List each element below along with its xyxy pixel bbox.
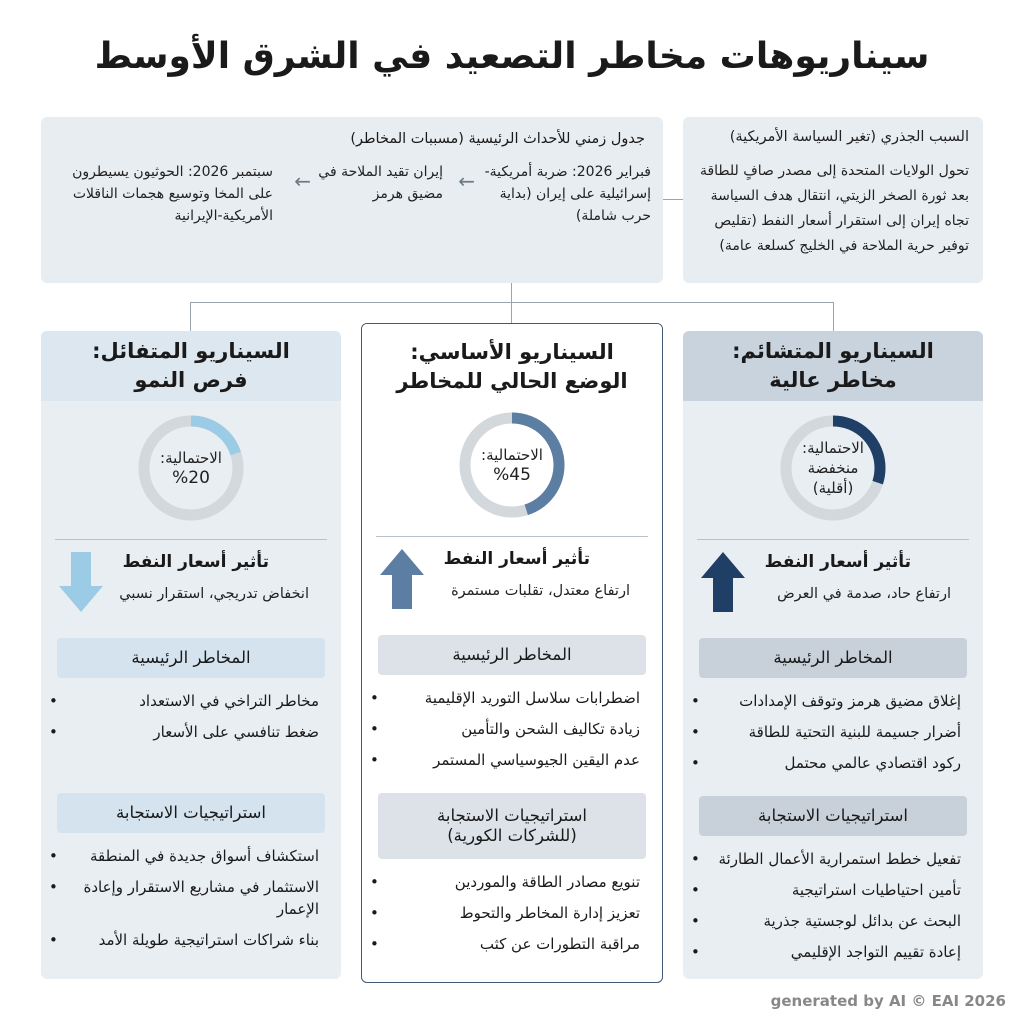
connector-line <box>833 302 834 331</box>
bullet-icon: • <box>691 723 700 741</box>
root-cause-panel <box>683 117 983 283</box>
list-item: اضطرابات سلاسل التوريد الإقليمية • <box>370 689 640 707</box>
bullet-icon: • <box>691 881 700 899</box>
probability-caption: الاحتمالية: <box>481 446 543 464</box>
root-cause-heading: السبب الجذري (تغير السياسة الأمريكية) <box>729 129 969 145</box>
probability-caption: الاحتمالية: <box>802 439 864 457</box>
connector-line <box>190 302 834 303</box>
scenario-title-line1: السيناريو الأساسي: <box>410 340 614 364</box>
oil-impact-text: انخفاض تدريجي، استقرار نسبي <box>119 586 309 602</box>
scenario-title-line2: الوضع الحالي للمخاطر <box>396 369 628 393</box>
list-item: إغلاق مضيق هرمز وتوقف الإمدادات • <box>691 692 961 710</box>
strategies-list <box>693 848 961 963</box>
connector-line <box>511 302 512 323</box>
strategies-heading-line1: استراتيجيات الاستجابة <box>437 806 587 825</box>
timeline-event-2: إيران تقيد الملاحة في مضيق هرمز <box>318 164 443 202</box>
list-item: مراقبة التطورات عن كثب • <box>370 935 640 953</box>
oil-impact-title: تأثير أسعار النفط <box>443 549 590 569</box>
list-item: البحث عن بدائل لوجستية جذرية • <box>691 912 961 930</box>
scenario-title-line1: السيناريو المتشائم: <box>732 339 934 363</box>
risks-list <box>693 690 961 774</box>
list-item: استكشاف أسواق جديدة في المنطقة • <box>49 847 319 865</box>
scenario-card-base <box>361 323 663 983</box>
bullet-icon: • <box>370 873 379 891</box>
probability-label <box>136 413 246 523</box>
strategies-list <box>372 871 640 955</box>
risks-heading: المخاطر الرئيسية <box>699 638 967 678</box>
risks-list <box>372 687 640 771</box>
probability-label <box>778 413 888 523</box>
bullet-icon: • <box>49 692 58 710</box>
list-item: بناء شراكات استراتيجية طويلة الأمد • <box>49 931 319 949</box>
watermark: generated by AI © EAI 2026 <box>770 992 1006 1010</box>
risks-heading: المخاطر الرئيسية <box>378 635 646 675</box>
page-title: سيناريوهات مخاطر التصعيد في الشرق الأوسط <box>94 36 930 77</box>
bullet-icon: • <box>691 692 700 710</box>
oil-impact-title: تأثير أسعار النفط <box>122 552 269 572</box>
probability-value: %20 <box>172 468 210 488</box>
bullet-icon: • <box>49 931 58 949</box>
strategies-heading: استراتيجيات الاستجابة <box>699 796 967 836</box>
bullet-icon: • <box>370 720 379 738</box>
scenario-title <box>683 331 983 401</box>
bullet-icon: • <box>691 943 700 961</box>
root-cause-body: تحول الولايات المتحدة إلى مصدر صافٍ للطاقة بعد ثورة الصخر الزيتي، انتقال هدف السياسة تجاه إيران إلى استقرار أسعار النفط (تقليص توفير حرية الملاحة في الخليج كسلعة عامة) <box>699 163 969 254</box>
list-item: عدم اليقين الجيوسياسي المستمر • <box>370 751 640 769</box>
bullet-icon: • <box>370 904 379 922</box>
bullet-icon: • <box>49 723 58 741</box>
list-item: تنويع مصادر الطاقة والموردين • <box>370 873 640 891</box>
oil-impact-text: ارتفاع معتدل، تقلبات مستمرة <box>451 583 630 599</box>
bullet-icon: • <box>691 850 700 868</box>
probability-value: %45 <box>493 465 531 485</box>
strategies-heading-line2: (للشركات الكورية) <box>447 826 577 845</box>
scenario-title <box>41 331 341 401</box>
list-item: أضرار جسيمة للبنية التحتية للطاقة • <box>691 723 961 741</box>
list-item: تعزيز إدارة المخاطر والتحوط • <box>370 904 640 922</box>
probability-donut <box>457 410 567 520</box>
list-item: إعادة تقييم التواجد الإقليمي • <box>691 943 961 961</box>
list-item: تأمين احتياطيات استراتيجية • <box>691 881 961 899</box>
bullet-icon: • <box>691 912 700 930</box>
list-item: زيادة تكاليف الشحن والتأمين • <box>370 720 640 738</box>
strategies-heading: استراتيجيات الاستجابة <box>57 793 325 833</box>
bullet-icon: • <box>370 689 379 707</box>
bullet-icon: • <box>370 751 379 769</box>
connector-line <box>511 283 512 302</box>
risks-heading: المخاطر الرئيسية <box>57 638 325 678</box>
scenario-title-line1: السيناريو المتفائل: <box>92 339 290 363</box>
list-item: ركود اقتصادي عالمي محتمل • <box>691 754 961 772</box>
timeline-event-3: سبتمبر 2026: الحوثيون يسيطرون على المخا وتوسيع هجمات الناقلات الأمريكية-الإيرانية <box>72 164 273 224</box>
probability-label <box>457 410 567 520</box>
probability-value: منخفضة <box>807 459 859 477</box>
scenario-title-line2: فرص النمو <box>134 368 248 392</box>
list-item: الاستثمار في مشاريع الاستقرار وإعادة الإعمار • <box>49 878 319 918</box>
scenario-card-pessimistic <box>683 331 983 979</box>
bullet-icon: • <box>49 878 58 896</box>
timeline-panel <box>41 117 663 283</box>
timeline-arrow-icon: ← <box>458 169 475 193</box>
arrow-up-icon <box>701 552 745 612</box>
bullet-icon: • <box>370 935 379 953</box>
strategies-heading <box>378 793 646 859</box>
timeline-event-1: فبراير 2026: ضربة أمريكية-إسرائيلية على إيران (بداية حرب شاملة) <box>484 164 651 224</box>
connector-line <box>663 199 683 200</box>
scenario-card-optimistic <box>41 331 341 979</box>
strategies-list <box>51 845 319 951</box>
arrow-down-icon <box>59 552 103 612</box>
bullet-icon: • <box>49 847 58 865</box>
list-item: تفعيل خطط استمرارية الأعمال الطارئة • <box>691 850 961 868</box>
oil-impact-title: تأثير أسعار النفط <box>764 552 911 572</box>
timeline-arrow-icon: ← <box>294 169 311 193</box>
timeline-heading: جدول زمني للأحداث الرئيسية (مسببات المخاطر) <box>350 131 645 147</box>
probability-note: (أقلية) <box>812 479 854 497</box>
list-item: ضغط تنافسي على الأسعار • <box>49 723 319 741</box>
oil-impact <box>41 540 341 622</box>
scenario-title <box>362 324 662 410</box>
scenario-title-line2: مخاطر عالية <box>769 368 897 392</box>
probability-donut <box>778 413 888 523</box>
connector-line <box>190 302 191 331</box>
oil-impact <box>683 540 983 622</box>
probability-caption: الاحتمالية: <box>160 449 222 467</box>
oil-impact-text: ارتفاع حاد، صدمة في العرض <box>777 586 951 602</box>
arrow-up-icon <box>380 549 424 609</box>
oil-impact <box>362 537 662 619</box>
list-item: مخاطر التراخي في الاستعداد • <box>49 692 319 710</box>
risks-list <box>51 690 319 743</box>
probability-donut <box>136 413 246 523</box>
bullet-icon: • <box>691 754 700 772</box>
